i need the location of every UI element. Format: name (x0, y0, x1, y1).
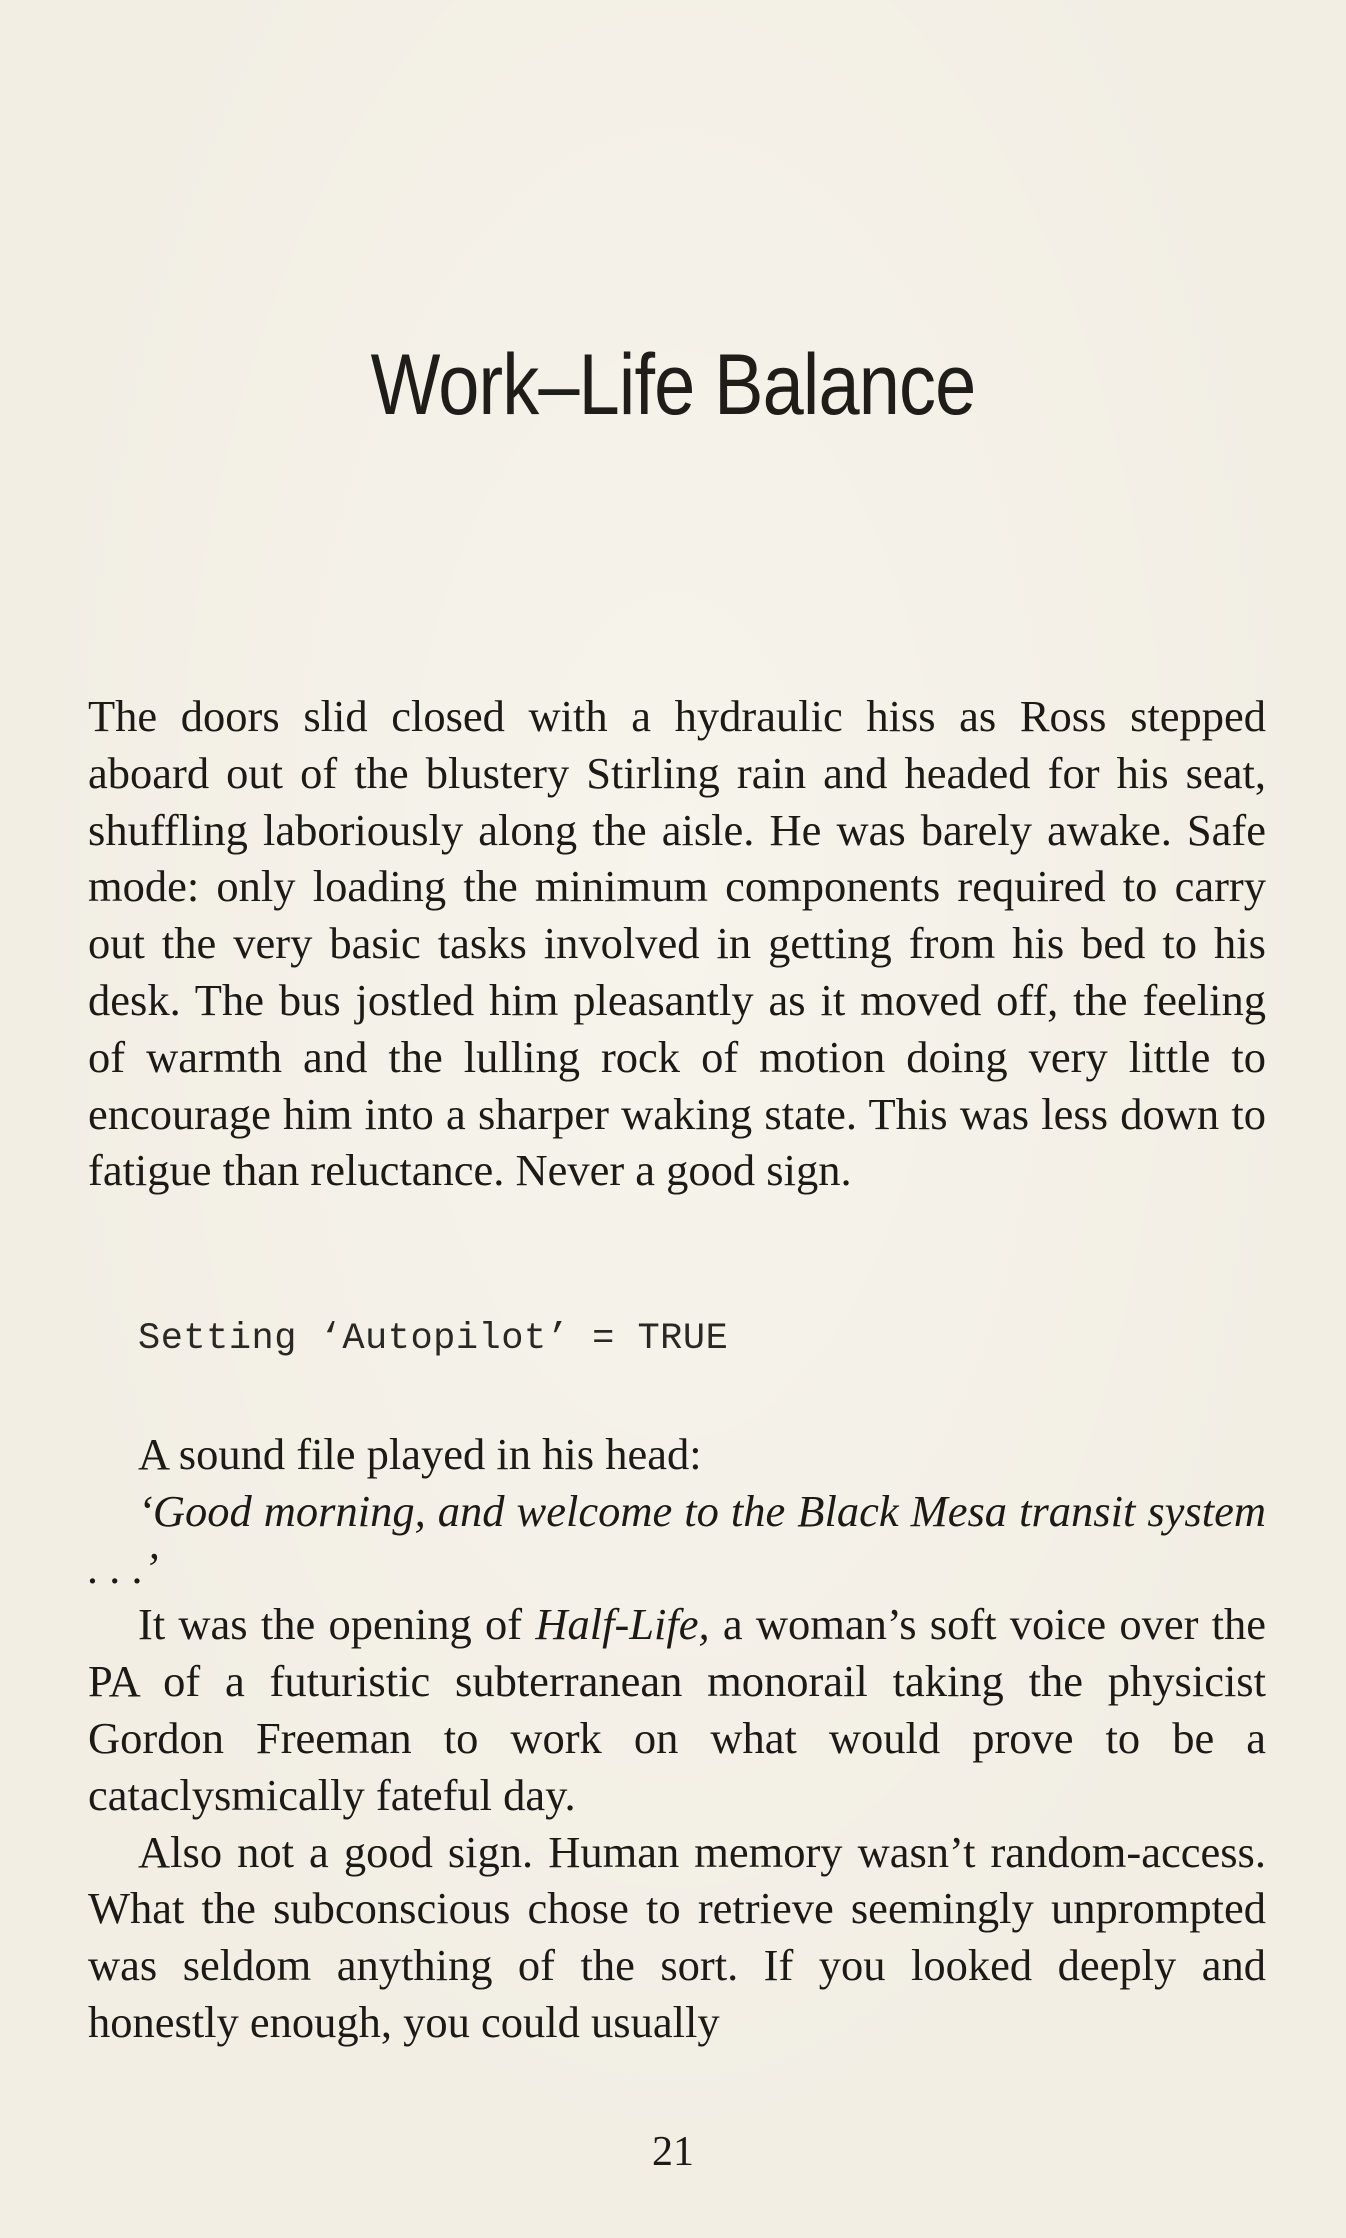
body-text-block (88, 1426, 1266, 2051)
paragraph-opening: The doors slid closed with a hydraulic hiss as Ross stepped aboard out of the blustery Stirling rain and headed for his seat, shuffling laboriously along the aisle. He was barely awake. Safe mode: only loading the minimum components required to carry out the very basic tasks involved in getting from his bed to his desk. The bus jostled him pleasantly as it moved off, the feeling of warmth and the lulling rock of motion doing very little to encourage him into a sharper waking state. This was less down to fatigue than reluctance. Never a good sign. (88, 691, 1266, 1196)
quote-transit: ‘Good morning, and welcome to the Black Mesa transit system . . .’ (88, 1485, 1266, 1593)
paragraph-half-life (88, 1596, 1266, 1823)
paragraph-half-life-start: It was the opening of (138, 1599, 536, 1650)
code-line: Setting ‘Autopilot’ = TRUE (138, 1318, 729, 1360)
page-number: 21 (652, 2129, 694, 2175)
paragraph-half-life-end: a woman’s soft voice over the PA of a futuristic subterranean monorail taking the physicist Gordon Freeman to work on what would prove to be a cataclysmically fateful day. (88, 1599, 1267, 1820)
game-title: Half-Life, (535, 1599, 710, 1650)
paragraph-memory: Also not a good sign. Human memory wasn’t random-access. What the subconscious chose to retrieve seemingly unprompted was seldom anything of the sort. If you looked deeply and honestly enough, you could usually (88, 1826, 1266, 2047)
opening-paragraph-block (88, 688, 1266, 1199)
chapter-title: Work–Life Balance (370, 337, 976, 433)
paragraph-sound-file: A sound file played in his head: (138, 1429, 702, 1479)
